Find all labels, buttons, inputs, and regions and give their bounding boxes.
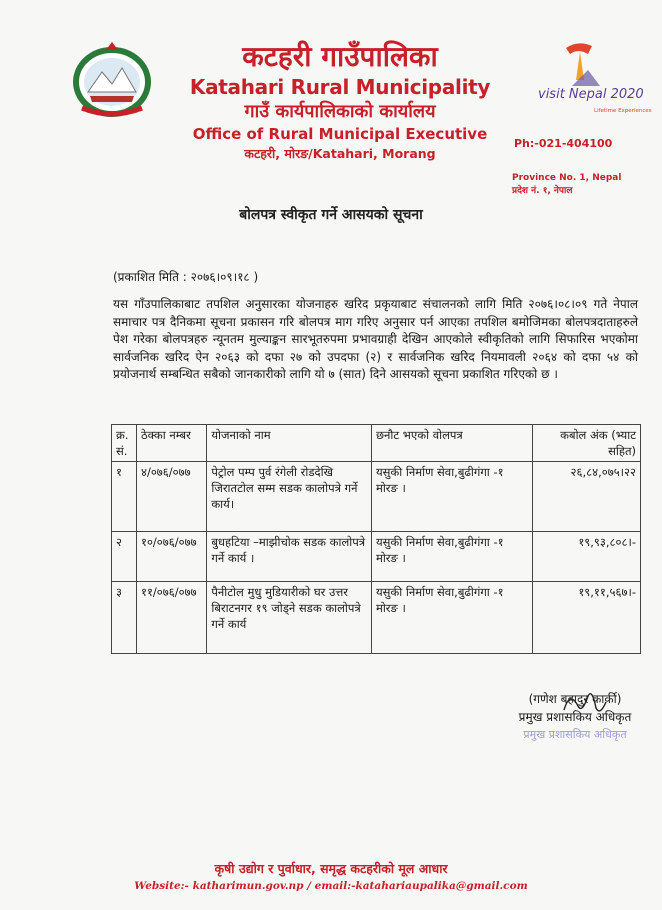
header-project-name: योजनाको नाम	[207, 425, 372, 462]
office-name-en: Office of Rural Municipal Executive	[192, 125, 488, 143]
signatory-designation: प्रमुख प्रशासकिय अधिकृत	[518, 710, 632, 724]
cell-serial: ३	[112, 582, 137, 654]
nepal-emblem-logo	[62, 40, 162, 118]
municipality-name-en: Katahari Rural Municipality	[189, 75, 491, 99]
province-en: Province No. 1, Nepal	[512, 173, 622, 183]
visit-logo-text: visit Nepal 2020	[538, 87, 644, 102]
office-phone: Ph:-021-404100	[514, 137, 613, 150]
cell-serial: १	[112, 462, 137, 532]
notice-body: यस गाँउपालिकाबाट तपशिल अनुसारका योजनाहरु खरिद प्रकृयाबाट संचालनको लागि मिति २०७६।०८।०९ गते नेपाल समाचार पत्र दैनिकमा सूचना प्रकासन गरि बोलपत्र माग गरिए अनुसार पर्न आएका तपशिल बमोजिमका बोलपत्रदाताहरुले पेश गरेका बोलपत्रहरु न्यूनतम मुल्याङ्कन सारभूतरुपमा प्रभावग्राही देखिन आएकोले स्वीकृतिको लागि सिफारिस भएकोमा सार्वजनिक खरिद ऐन २०६३ को दफा २७ को उपदफा (२) र सार्वजनिक खरिद नियमावली २०६४ को दफा ५४ को प्रयोजनार्थ सम्बन्धित सबैको जानकारीको लागि यो ७ (सात) दिने आसयको सूचना प्रकाशित गरिएको छ ।	[113, 297, 638, 381]
footer-slogan: कृषी उद्योग र पुर्वाधार, समृद्ध कटहरीको मूल आधार	[214, 861, 448, 876]
table-row	[112, 532, 641, 582]
header-contract-no: ठेक्का नम्बर	[136, 425, 206, 462]
table-row	[112, 462, 641, 532]
table-header-row	[112, 425, 641, 462]
cell-contract-no: १०/०७६/०७७	[136, 532, 206, 582]
cell-contract-no: ११/०७६/०७७	[136, 582, 206, 654]
bid-award-table	[111, 424, 641, 654]
cell-bidder: यसुकी निर्माण सेवा,बुढीगंगा -१ मोरङ ।	[371, 582, 532, 654]
cell-bidder: यसुकी निर्माण सेवा,बुढीगंगा -१ मोरङ ।	[371, 532, 532, 582]
signatory-name: (गणेश बहादुर कार्की)	[528, 692, 622, 706]
table-row	[112, 582, 641, 654]
cell-project-name: पैनीटोल मुधु मुडियारीको घर उत्तर बिराटनगर १९ जोड्ने सडक कालोपत्रे गर्ने कार्य	[207, 582, 372, 654]
signatory-block	[500, 690, 650, 744]
header-serial: क्र. सं.	[112, 425, 137, 462]
office-address: कटहरी, मोरङ/Katahari, Morang	[244, 146, 436, 161]
cell-amount: १९,११,५६७।-	[533, 582, 641, 654]
published-date: (प्रकाशित मिति : २०७६।०९।१८ )	[113, 270, 259, 284]
cell-amount: १९,९३,८०८।-	[533, 532, 641, 582]
cell-bidder: यसुकी निर्माण सेवा,बुढीगंगा -१ मोरङ ।	[371, 462, 532, 532]
office-name-ne: गाउँ कार्यपालिकाको कार्यालय	[244, 101, 436, 122]
header-bid-amount: कबोल अंक (भ्याट सहित)	[533, 425, 641, 462]
letterhead	[170, 40, 510, 164]
official-stamp: प्रमुख प्रशासकिय अधिकृत	[523, 728, 627, 741]
visit-logo-subtext: Lifetime Experiences	[594, 108, 652, 114]
province-ne: प्रदेश नं. १, नेपाल	[512, 186, 573, 196]
cell-project-name: पेट्रोल पम्प पुर्व रंगेली रोडदेखि जिरातटोल सम्म सडक कालोपत्रे गर्ने कार्य।	[207, 462, 372, 532]
cell-contract-no: ४/०७६/०७७	[136, 462, 206, 532]
visit-nepal-2020-logo	[536, 40, 652, 120]
notice-title: बोलपत्र स्वीकृत गर्ने आसयको सूचना	[239, 207, 423, 223]
cell-serial: २	[112, 532, 137, 582]
cell-project-name: बुधहटिया –माझीचोक सडक कालोपत्रे गर्ने कार्य ।	[207, 532, 372, 582]
municipality-name-ne: कटहरी गाउँपालिका	[242, 40, 438, 73]
header-selected-bidder: छनौट भएको वोलपत्र	[371, 425, 532, 462]
cell-amount: २६,८४,०७५।२२	[533, 462, 641, 532]
province-info	[512, 172, 621, 198]
footer-contact: Website:- katharimun.gov.np / email:-katahariaupalika@gmail.com	[134, 880, 528, 892]
